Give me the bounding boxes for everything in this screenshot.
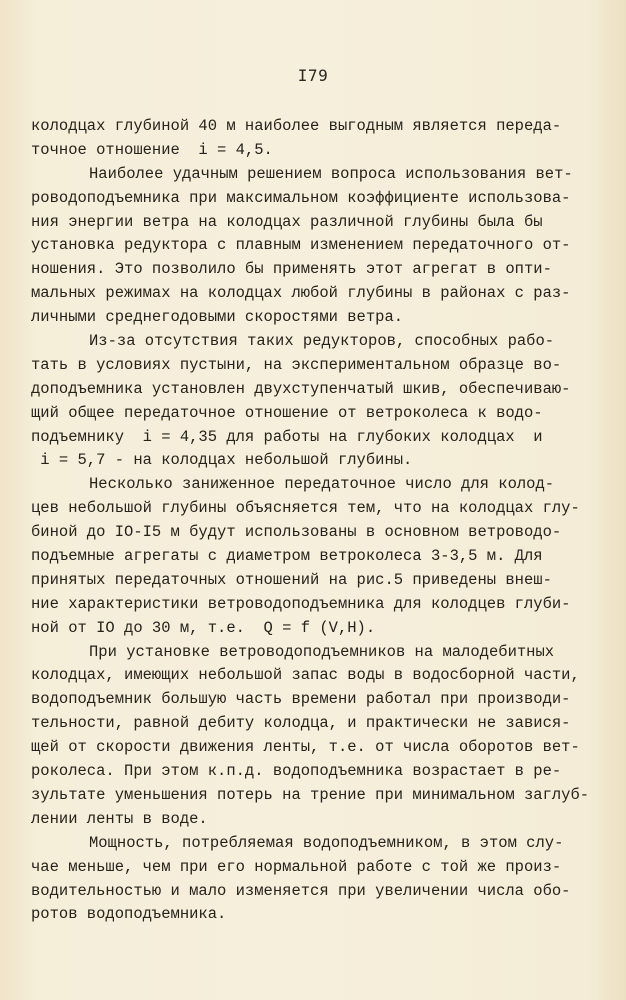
text-line: Из-за отсутствия таких редукторов, способных рабо- — [89, 332, 555, 351]
text-line: мальных режимах на колодцах любой глубины в районах с раз- — [31, 284, 571, 303]
text-line: роводоподъемника при максимальном коэффициенте использова- — [31, 188, 571, 207]
paragraph — [31, 163, 573, 330]
text-line: лении ленты в воде. — [31, 809, 208, 828]
text-line: биной до IO-I5 м будут использованы в основном ветроводо- — [31, 523, 562, 542]
text-line: зультате уменьшения потерь на трение при минимальном заглуб- — [31, 785, 590, 804]
text-line: водоподъемник большую часть времени работал при производи- — [31, 690, 571, 709]
text-line: При установке ветроводоподъемников на малодебитных — [89, 642, 555, 661]
text-line: подъемные агрегаты с диаметром ветроколеса 3-3,5 м. Для — [31, 547, 543, 566]
text-line: Наиболее удачным решением вопроса использования вет- — [89, 164, 573, 183]
text-line: ния энергии ветра на колодцах различной глубины была бы — [31, 212, 543, 231]
text-line: водительностью и мало изменяется при увеличении числа обо- — [31, 881, 571, 900]
paragraph — [31, 641, 590, 832]
text-line: личными среднегодовыми скоростями ветра. — [31, 308, 404, 327]
paragraph — [31, 115, 561, 163]
paragraph — [31, 473, 580, 640]
text-line: принятых передаточных отношений на рис.5 приведены внеш- — [31, 570, 552, 589]
text-line: ние характеристики ветроводоподъемника для колодцев глуби- — [31, 594, 571, 613]
text-line: установка редуктора с плавным изменением передаточного от- — [31, 236, 571, 255]
page-number: I79 — [297, 66, 329, 85]
text-line: колодцах, имеющих небольшой запас воды в водосборной части, — [31, 666, 580, 685]
body-text — [31, 115, 590, 927]
text-line: доподъемника установлен двухступенчатый шкив, обеспечиваю- — [31, 379, 571, 398]
text-line: щий общее передаточное отношение от ветроколеса к водо- — [31, 403, 543, 422]
text-line: i = 5,7 - на колодцах небольшой глубины. — [31, 451, 413, 470]
text-line: тельности, равной дебиту колодца, и практически не завися- — [31, 714, 571, 733]
text-line: ротов водоподъемника. — [31, 905, 227, 924]
text-line: подъемнику i = 4,35 для работы на глубоких колодцах и — [31, 427, 543, 446]
text-line: чае меньше, чем при его нормальной работе с той же произ- — [31, 857, 562, 876]
text-line: ношения. Это позволило бы применять этот агрегат в опти- — [31, 260, 552, 279]
text-line: цев небольшой глубины объясняется тем, что на колодцах глу- — [31, 499, 580, 518]
paragraph — [31, 832, 571, 928]
text-line: тать в условиях пустыни, на экспериментальном образце во- — [31, 355, 562, 374]
text-line: роколеса. При этом к.п.д. водоподъемника возрастает в ре- — [31, 762, 562, 781]
text-line: колодцах глубиной 40 м наиболее выгодным является переда- — [31, 117, 562, 135]
text-line: Мощность, потребляемая водоподъемником, в этом слу- — [89, 833, 564, 852]
text-line: ной от IO до 30 м, т.е. Q = f (V,H). — [31, 618, 376, 637]
text-line: точное отношение i = 4,5. — [31, 140, 273, 159]
text-line: щей от скорости движения ленты, т.е. от числа оборотов вет- — [31, 738, 580, 757]
paragraph — [31, 330, 571, 473]
text-line: Несколько заниженное передаточное число для колод- — [89, 475, 555, 494]
